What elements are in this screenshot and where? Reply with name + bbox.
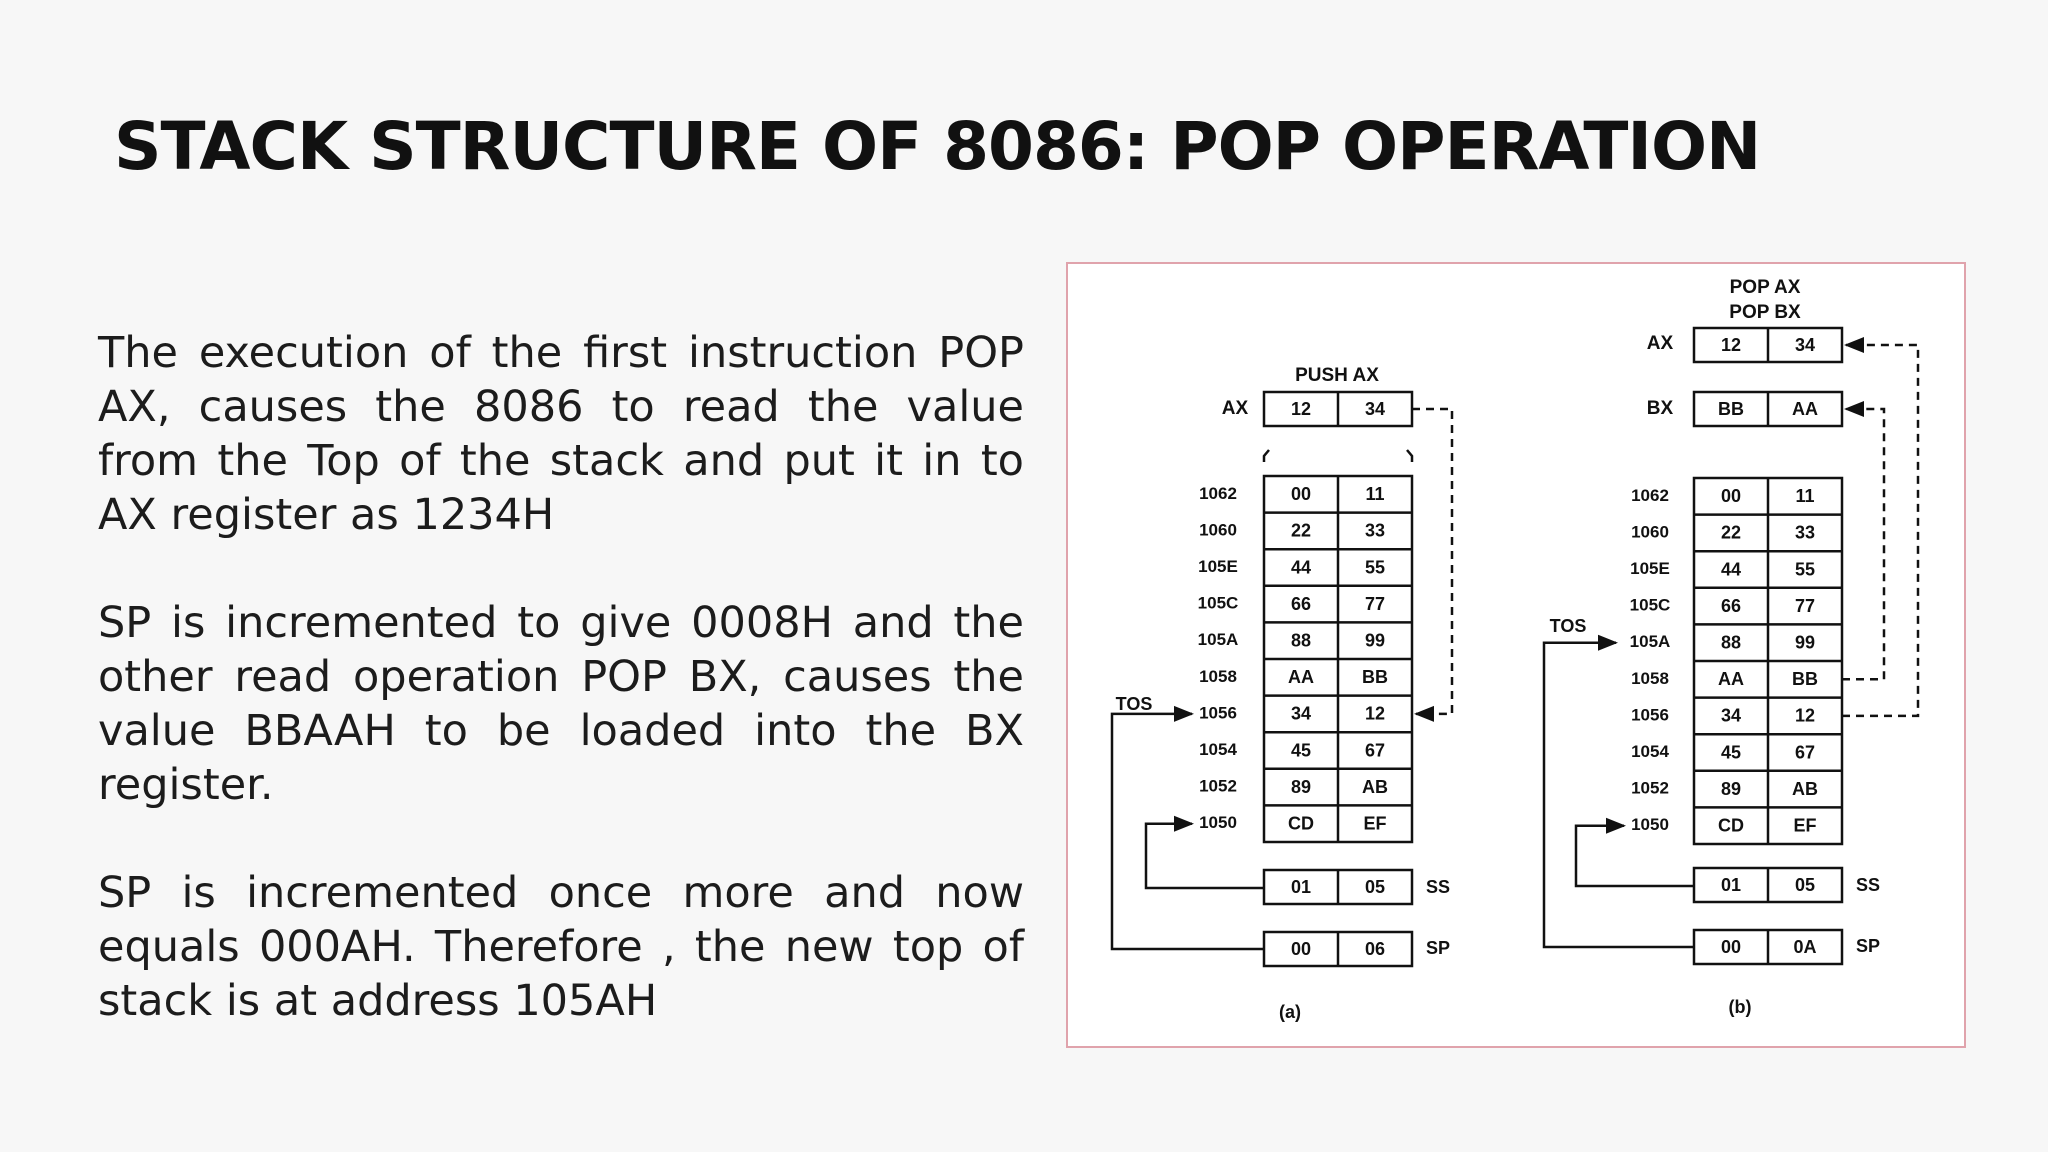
panel-b-stack-high-byte: CD — [1718, 815, 1744, 836]
panel-b-stack-low-byte: BB — [1792, 669, 1818, 690]
panel-b-stack-address: 105A — [1629, 632, 1671, 652]
panel-b-stack-low-byte: 55 — [1794, 559, 1816, 580]
panel-b-ss-label: SS — [1855, 874, 1881, 895]
panel-a-stack-high-byte: CD — [1288, 813, 1314, 834]
panel-a-ss-register-high-byte: 01 — [1290, 876, 1312, 897]
paragraph-pop-ax: The execution of the first instruction POP AX, causes the 8086 to read the value from the Top of the stack and put it in to AX register as 1234H — [98, 328, 1024, 540]
panel-b-stack-low-byte: 33 — [1794, 522, 1816, 543]
panel-a-stack-address: 1056 — [1199, 703, 1237, 723]
panel-b-heading-pop-ax: POP AX — [1729, 277, 1801, 299]
panel-a-ss-register-low-byte: 05 — [1364, 876, 1386, 897]
panel-b-stack-address: 1062 — [1631, 485, 1669, 505]
panel-b-caption: (b) — [1728, 996, 1752, 1017]
panel-a-stack-high-byte: 00 — [1290, 484, 1312, 505]
panel-a-stack-high-byte: 22 — [1290, 520, 1312, 541]
panel-a-stack-address: 105C — [1197, 593, 1239, 613]
panel-b-stack-high-byte: 66 — [1720, 595, 1742, 616]
panel-b-bx-label: BX — [1646, 398, 1674, 420]
panel-a-stack-low-byte: 77 — [1364, 593, 1386, 614]
panel-a-ax-register-low-byte: 34 — [1364, 398, 1386, 419]
panel-a-ss-label: SS — [1425, 876, 1451, 897]
panel-a-heading: PUSH AX — [1295, 365, 1379, 387]
panel-b-sp-register-low-byte: 0A — [1793, 936, 1817, 957]
panel-a-sp-label: SP — [1425, 937, 1451, 958]
panel-b-stack-address: 105E — [1630, 558, 1670, 578]
panel-b-stack-low-byte: 77 — [1794, 595, 1816, 616]
body-text — [98, 326, 1024, 1082]
stack-diagram — [1068, 264, 1968, 1050]
panel-b-ax-label: AX — [1646, 333, 1674, 355]
panel-a-stack-address: 1054 — [1199, 739, 1237, 759]
panel-a-ax-register-high-byte: 12 — [1290, 398, 1312, 419]
panel-b-stack-address: 1060 — [1631, 522, 1669, 542]
panel-b-stack-high-byte: AA — [1718, 669, 1744, 690]
panel-b-stack-high-byte: 89 — [1720, 778, 1742, 799]
panel-b-ax-register-high-byte: 12 — [1720, 334, 1742, 355]
panel-b-tos-label: TOS — [1549, 615, 1587, 636]
panel-b-stack-address: 1056 — [1631, 705, 1669, 725]
panel-a-stack-low-byte: AB — [1362, 776, 1388, 797]
panel-a-stack-high-byte: 88 — [1290, 630, 1312, 651]
panel-b-ss-register-low-byte: 05 — [1794, 874, 1816, 895]
panel-b-stack-low-byte: AB — [1792, 778, 1818, 799]
panel-a-stack-low-byte: BB — [1362, 667, 1388, 688]
panel-a-stack-address: 1052 — [1199, 776, 1237, 796]
panel-b-pop-ax-arrow — [1842, 345, 1918, 716]
panel-a-stack-high-byte: 66 — [1290, 593, 1312, 614]
panel-b-bx-register-low-byte: AA — [1792, 398, 1818, 419]
panel-a-stack-low-byte: 33 — [1364, 520, 1386, 541]
panel-a-sp-register-high-byte: 00 — [1290, 938, 1312, 959]
panel-b-stack-address: 1052 — [1631, 778, 1669, 798]
slide-title: STACK STRUCTURE OF 8086: POP OPERATION — [114, 108, 1761, 185]
panel-a — [1112, 365, 1452, 1022]
panel-a-caption: (a) — [1279, 1001, 1301, 1022]
panel-b-stack-low-byte: 11 — [1795, 486, 1815, 507]
panel-b-bx-register-high-byte: BB — [1718, 398, 1744, 419]
panel-a-stack-low-byte: EF — [1363, 813, 1387, 834]
panel-b-heading-pop-bx: POP BX — [1729, 302, 1801, 324]
panel-a-stack-high-byte: AA — [1288, 667, 1314, 688]
panel-b-stack-high-byte: 45 — [1720, 742, 1742, 763]
panel-a-stack-address: 1062 — [1199, 483, 1237, 503]
panel-a-stack-address: 1050 — [1199, 813, 1237, 833]
paragraph-pop-bx: SP is incremented to give 0008H and the other read operation POP BX, causes the value BBAAH to be loaded into the BX register. — [98, 598, 1024, 810]
panel-b-stack-address: 105C — [1629, 595, 1671, 615]
panel-b-stack-low-byte: 99 — [1794, 632, 1816, 653]
panel-b-ss-to-base-arrow — [1576, 826, 1694, 886]
panel-a-stack-high-byte: 89 — [1290, 776, 1312, 797]
panel-b-stack-high-byte: 88 — [1720, 632, 1742, 653]
panel-b-stack-address: 1058 — [1631, 668, 1669, 688]
panel-b — [1544, 277, 1918, 1017]
panel-a-stack-address: 1058 — [1199, 666, 1237, 686]
panel-b-sp-label: SP — [1855, 935, 1881, 956]
panel-b-stack-low-byte: 12 — [1794, 705, 1816, 726]
panel-a-stack-address: 105E — [1198, 556, 1238, 576]
panel-a-stack-address: 1060 — [1199, 520, 1237, 540]
panel-a-bracket-right — [1407, 450, 1412, 462]
panel-a-stack-high-byte: 44 — [1290, 557, 1312, 578]
panel-b-stack-high-byte: 22 — [1720, 522, 1742, 543]
panel-b-stack-address: 1050 — [1631, 815, 1669, 835]
panel-a-stack-low-byte: 55 — [1364, 557, 1386, 578]
panel-a-stack-low-byte: 99 — [1364, 630, 1386, 651]
panel-a-stack-address: 105A — [1197, 630, 1239, 650]
panel-a-stack-high-byte: 45 — [1290, 740, 1312, 761]
panel-b-stack-high-byte: 34 — [1720, 705, 1742, 726]
panel-a-stack-low-byte: 11 — [1365, 484, 1385, 505]
panel-a-push-path-arrow — [1412, 409, 1452, 714]
panel-b-stack-low-byte: 67 — [1794, 742, 1816, 763]
panel-b-sp-to-tos-arrow — [1544, 643, 1694, 947]
panel-a-sp-to-tos-arrow — [1112, 714, 1264, 949]
panel-b-stack-high-byte: 00 — [1720, 486, 1742, 507]
panel-b-ss-register-high-byte: 01 — [1720, 874, 1742, 895]
panel-a-ax-label: AX — [1221, 398, 1249, 420]
panel-a-sp-register-low-byte: 06 — [1364, 938, 1386, 959]
panel-a-stack-low-byte: 67 — [1364, 740, 1386, 761]
panel-b-stack-low-byte: EF — [1793, 815, 1817, 836]
panel-b-stack-high-byte: 44 — [1720, 559, 1742, 580]
panel-b-pop-bx-arrow — [1842, 409, 1884, 679]
panel-b-stack-address: 1054 — [1631, 741, 1669, 761]
panel-a-tos-label: TOS — [1115, 693, 1153, 714]
panel-b-sp-register-high-byte: 00 — [1720, 936, 1742, 957]
panel-a-ss-to-base-arrow — [1146, 824, 1264, 888]
panel-a-stack-high-byte: 34 — [1290, 703, 1312, 724]
panel-a-bracket-left — [1264, 450, 1269, 462]
panel-b-ax-register-low-byte: 34 — [1794, 334, 1816, 355]
stack-diagram-figure — [1066, 262, 1966, 1048]
panel-a-stack-low-byte: 12 — [1364, 703, 1386, 724]
paragraph-new-tos: SP is incremented once more and now equals 000AH. Therefore , the new top of stack is at address 105AH — [98, 868, 1024, 1026]
